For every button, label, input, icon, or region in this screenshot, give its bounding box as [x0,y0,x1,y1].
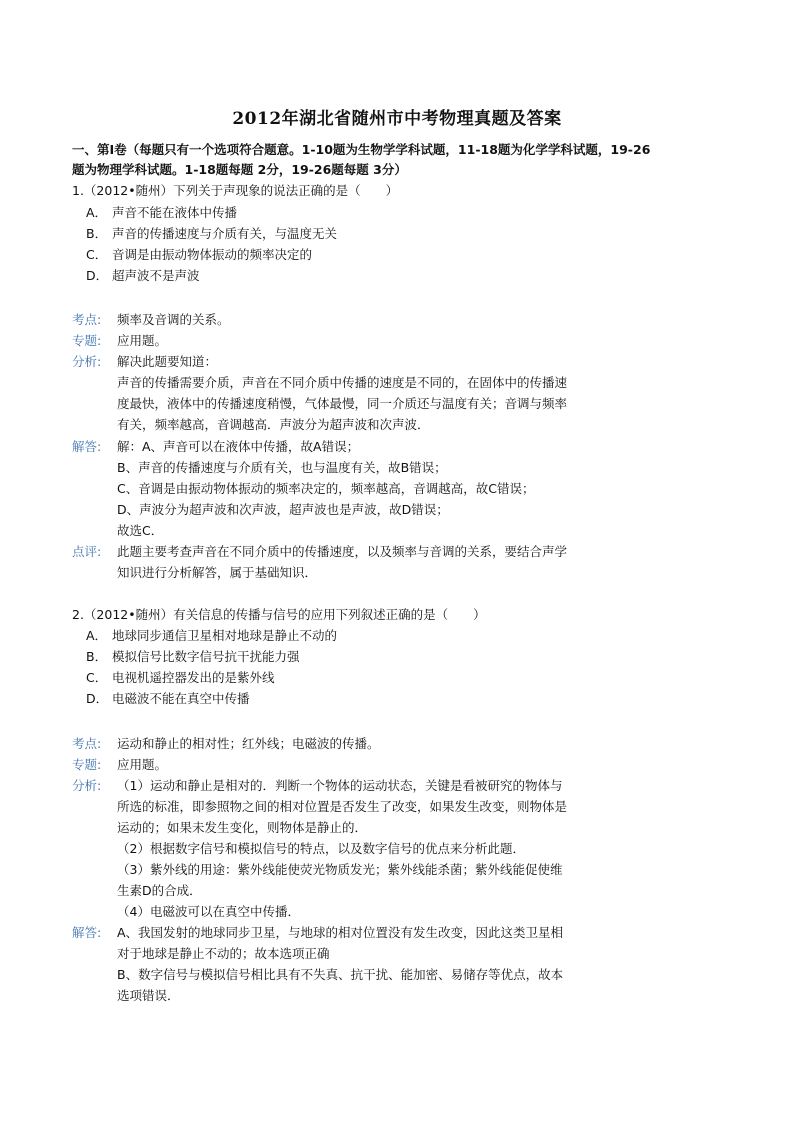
section-heading-line: 一、第Ⅰ卷（每题只有一个选项符合题意。1-10题为生物学学科试题，11-18题为化学学科试题，19-26 [72,142,651,157]
section-heading [72,140,722,180]
option-letter: D． [86,691,109,706]
q2-fenxi-line: （1）运动和静止是相对的．判断一个物体的运动状态，关键是看被研究的物体与 [117,778,563,793]
q2-jieda-line: 对于地球是静止不动的；故本选项正确 [117,946,330,961]
q2-fenxi-label: 分析: [72,778,102,793]
option-letter: C． [86,247,108,262]
q2-fenxi-line: （3）紫外线的用途：紫外线能使荧光物质发光；紫外线能杀菌；紫外线能促使维 [117,862,563,877]
option-letter: A． [86,628,108,643]
option-text: 地球同步通信卫星相对地球是静止不动的 [112,628,338,643]
q2-fenxi-line: （4）电磁波可以在真空中传播． [117,904,300,919]
q1-dianping-line: 此题主要考查声音在不同介质中的传播速度，以及频率与音调的关系，要结合声学 [117,544,568,559]
q2-fenxi-line: （2）根据数字信号和模拟信号的特点，以及数字信号的优点来分析此题． [117,841,525,856]
question-2-option-a [86,625,337,646]
option-text: 超声波不是声波 [112,268,200,283]
question-1-option-d [86,265,200,286]
q2-jieda-line: 选项错误． [117,988,180,1003]
question-1-option-b [86,223,337,244]
q2-kaodian-text: 运动和静止的相对性；红外线；电磁波的传播。 [117,736,380,751]
option-text: 声音不能在液体中传播 [112,205,238,220]
q1-jieda-line: 故选C． [117,523,164,538]
page-title: 2012年湖北省随州市中考物理真题及答案 [232,109,562,129]
question-2-option-d [86,688,250,709]
option-letter: B． [86,226,108,241]
q1-fenxi-line: 有关，频率越高，音调越高．声波分为超声波和次声波． [117,417,430,432]
q1-fenxi-line: 度最快，液体中的传播速度稍慢，气体最慢，同一介质还与温度有关；音调与频率 [117,396,568,411]
option-letter: C． [86,670,108,685]
q2-fenxi-line: 运动的；如果未发生变化，则物体是静止的． [117,820,368,835]
option-text: 电磁波不能在真空中传播 [112,691,250,706]
option-text: 声音的传播速度与介质有关，与温度无关 [112,226,338,241]
q1-jieda-line: C、音调是由振动物体振动的频率决定的，频率越高，音调越高，故C错误； [117,481,535,496]
option-letter: B． [86,649,108,664]
q2-fenxi-line: 生素D的合成． [117,883,202,898]
option-text: 电视机遥控器发出的是紫外线 [112,670,275,685]
q1-jieda-label: 解答: [72,439,102,454]
q2-jieda-label: 解答: [72,925,102,940]
q1-dianping-line: 知识进行分析解答，属于基础知识． [117,565,318,580]
question-2-option-b [86,646,300,667]
section-heading-line: 题为物理学科试题。1-18题每题 2分，19-26题每题 3分） [72,162,407,177]
q1-zhuanti-text: 应用题。 [117,333,168,348]
q2-fenxi-line: 所选的标准，即参照物之间的相对位置是否发生了改变，如果发生改变，则物体是 [117,799,568,814]
question-1-option-a [86,202,237,223]
q2-jieda-line: B、数字信号与模拟信号相比具有不失真、抗干扰、能加密、易储存等优点，故本 [117,967,564,982]
q1-jieda-line: 解：A、声音可以在液体中传播，故A错误； [117,439,360,454]
q2-jieda-line: A、我国发射的地球同步卫星，与地球的相对位置没有发生改变，因此这类卫星相 [117,925,564,940]
q1-fenxi-line: 解决此题要知道： [117,354,218,369]
question-2-stem: 2.（2012•随州）有关信息的传播与信号的应用下列叙述正确的是（ ） [72,607,486,622]
q1-dianping-label: 点评: [72,544,102,559]
option-letter: A． [86,205,108,220]
q2-zhuanti-text: 应用题。 [117,757,168,772]
q2-zhuanti-label: 专题: [72,757,102,772]
q1-kaodian-text: 频率及音调的关系。 [117,312,230,327]
option-text: 模拟信号比数字信号抗干扰能力强 [112,649,300,664]
question-2-option-c [86,667,275,688]
q1-jieda-line: B、声音的传播速度与介质有关，也与温度有关，故B错误； [117,460,447,475]
q1-zhuanti-label: 专题: [72,333,102,348]
q2-kaodian-label: 考点: [72,736,102,751]
q1-fenxi-line: 声音的传播需要介质，声音在不同介质中传播的速度是不同的，在固体中的传播速 [117,375,568,390]
q1-jieda-line: D、声波分为超声波和次声波，超声波也是声波，故D错误； [117,502,449,517]
option-letter: D． [86,268,109,283]
question-1-option-c [86,244,312,265]
q1-kaodian-label: 考点: [72,312,102,327]
question-1-stem: 1.（2012•随州）下列关于声现象的说法正确的是（ ） [72,183,399,198]
q1-fenxi-label: 分析: [72,354,102,369]
option-text: 音调是由振动物体振动的频率决定的 [112,247,313,262]
